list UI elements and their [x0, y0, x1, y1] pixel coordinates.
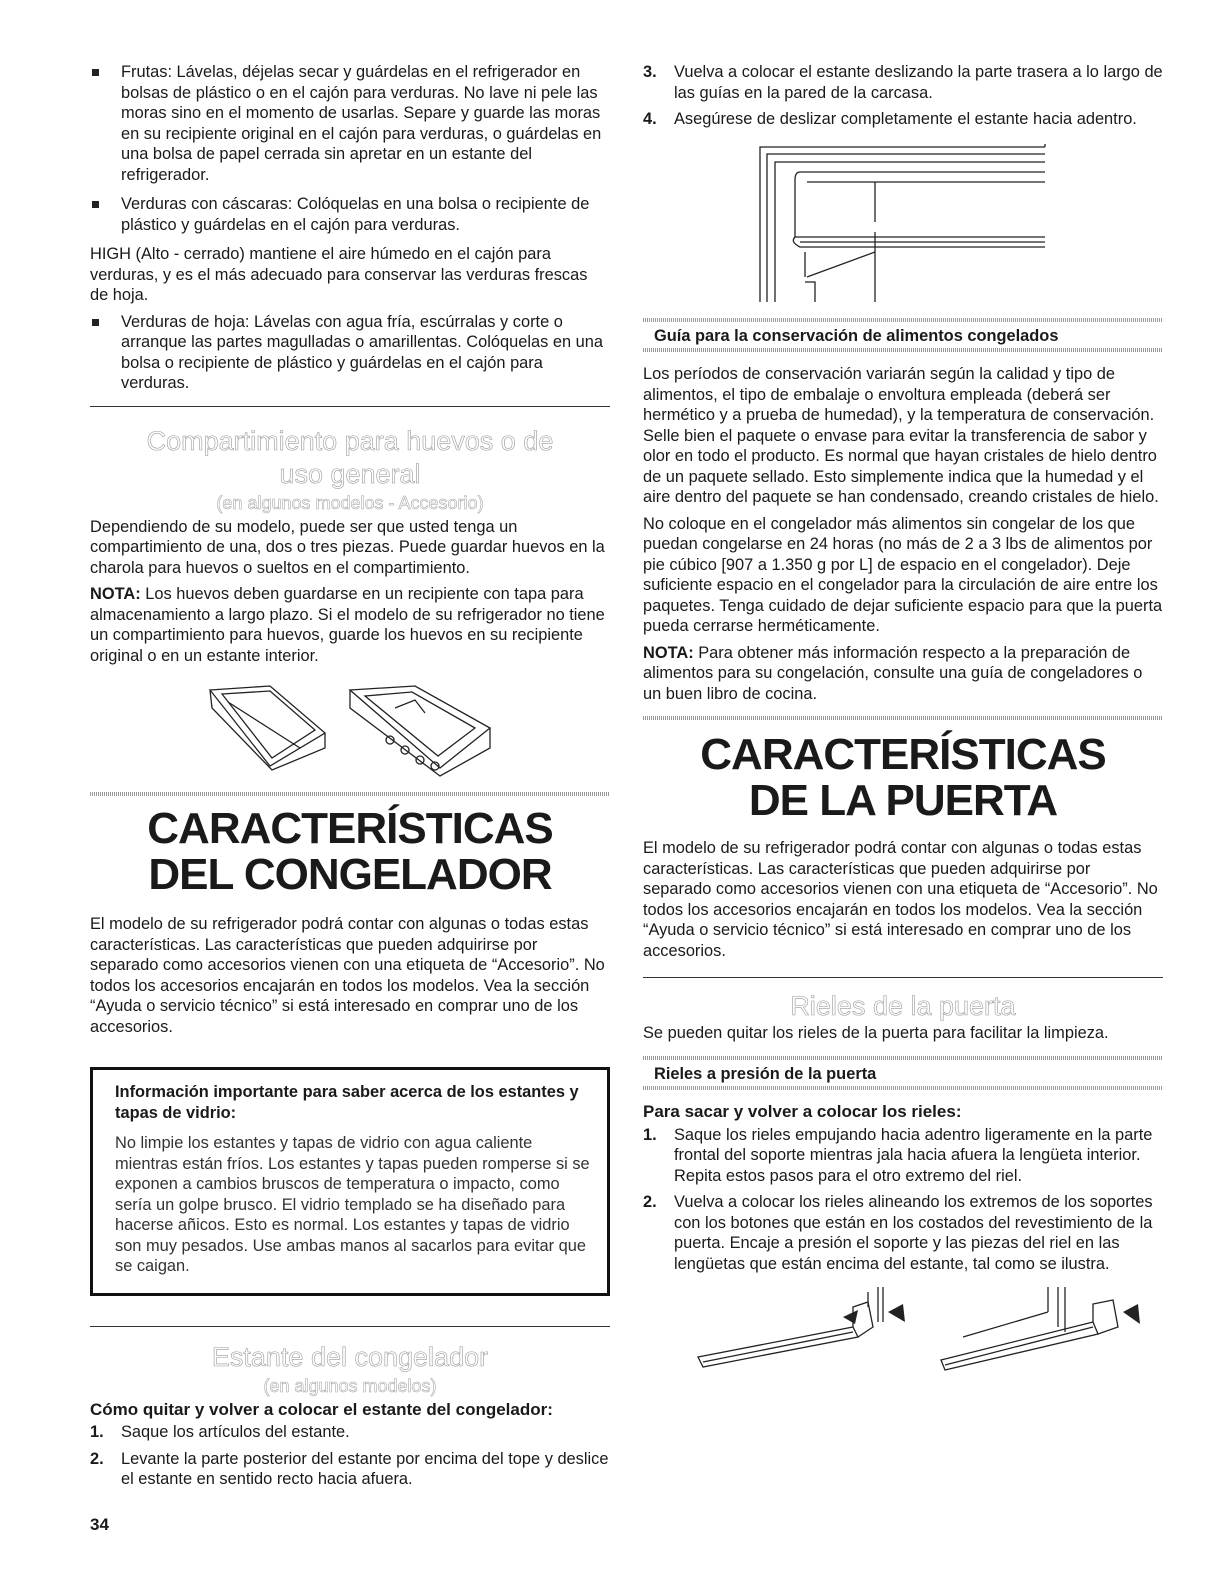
step-number: 3. — [643, 63, 657, 81]
shelf-step-2 — [90, 1449, 610, 1490]
notice-title: Información importante para saber acerca de los estantes y tapas de vidrio: — [115, 1083, 579, 1122]
shelf-step-1 — [90, 1422, 610, 1443]
section-divider — [90, 1326, 610, 1327]
freezer-shelf-title: Estante del congelador — [211, 1341, 489, 1372]
section-divider-hatched — [643, 716, 1163, 720]
frozen-note — [643, 643, 1163, 705]
freezer-shelf-howto: Cómo quitar y volver a colocar el estante del congelador: — [90, 1399, 553, 1419]
rail-step-2 — [643, 1192, 1163, 1274]
note-text: Para obtener más información respecto a la preparación de alimentos para su congelación, consulte una guía de congeladores o un buen libro de cocina. — [643, 643, 1143, 703]
left-column — [90, 62, 610, 1496]
step-text: Levante la parte posterior del estante por encima del tope y deslice el estante en sentido recto hacia afuera. — [121, 1449, 609, 1488]
shelf-step-3 — [643, 62, 1163, 103]
freezer-shelf-subtitle: (en algunos modelos) — [263, 1375, 437, 1396]
step-number: 4. — [643, 110, 657, 128]
page-number: 34 — [90, 1515, 109, 1534]
door-features-title-line2: DE LA PUERTA — [748, 776, 1058, 825]
door-paragraph: El modelo de su refrigerador podrá contar con algunas o todas estas características. Las características que pueden adquirirse por separado como accesorios vienen con una etiqueta de “Accesorio”. No todos los accesorios encajarán en todos los modelos. Vea la sección “Ayuda o servicio técnico” si está interesado en comprar uno de los accesorios. — [643, 839, 1158, 960]
door-rails-illustration — [693, 1282, 1163, 1372]
bullet-fruits: Frutas: Lávelas, déjelas secar y guárdelas en el refrigerador en bolsas de plástico o en el cajón para verduras. No lave ni pele las moras sino en el momento de usarlas. Separe y guarde las moras en su recipiente original en el cajón para verduras, o guárdelas en una bolsa de papel cerrada sin apretar en un estante del refrigerador. — [90, 62, 610, 185]
egg-container-illustration — [200, 678, 610, 778]
step-text: Vuelva a colocar el estante deslizando la parte trasera a lo largo de las guías en la pared de la carcasa. — [674, 63, 1163, 102]
note-text: Los huevos deben guardarse en un recipiente con tapa para almacenamiento a largo plazo. Si el modelo de su refrigerador no tiene un compartimiento para huevos, guarde los huevos en su recipiente original o en un estante interior. — [90, 585, 605, 665]
section-divider — [90, 406, 610, 407]
egg-section-title: Compartimiento para huevos o de uso general — [146, 425, 554, 489]
step-text: Saque los artículos del estante. — [121, 1423, 350, 1441]
rail-step-1 — [643, 1125, 1163, 1187]
egg-note — [90, 584, 610, 666]
door-features-heading — [643, 732, 1163, 824]
right-column — [643, 62, 1163, 1372]
step-text: Asegúrese de deslizar completamente el estante hacia adentro. — [674, 110, 1137, 128]
step-number: 2. — [90, 1449, 104, 1468]
freezer-features-title: CARACTERÍSTICAS DEL CONGELADOR — [147, 804, 553, 899]
door-rails-paragraph: Se pueden quitar los rieles de la puerta para facilitar la limpieza. — [643, 1024, 1109, 1042]
frozen-paragraph-2: No coloque en el congelador más alimentos sin congelar de los que puedan congelarse en 24 horas (no más de 2 a 3 lbs de alimentos por pie cúbico [907 a 1.350 g por L] de espacio en el congelador). Deje suficiente espacio en el congelador para la circulación de aire entre los paquetes. Tenga cuidado de dejar suficiente espacio para que la puerta pueda cerrarse herméticamente. — [643, 514, 1163, 635]
note-label: NOTA: — [643, 643, 694, 662]
frozen-paragraph-1: Los períodos de conservación variarán según la calidad y tipo de alimentos, el tipo de embalaje o envoltura empleada (deberá ser hermético y a prueba de humedad), y la temperatura de conservación. Selle bien el paquete o envase para evitar la transferencia de sabor y olor en todo el producto. Es normal que hayan cristales de hielo dentro de un paquete sellado. Esto simplemente indica que la humedad y el aire dentro del paquete se han condensado, creando cristales de hielo. — [643, 365, 1159, 506]
step-text: Saque los rieles empujando hacia adentro ligeramente en la parte frontal del soporte mientras jala hacia afuera la lengüeta interior. Repita estos pasos para el otro extremo del riel. — [674, 1125, 1153, 1185]
step-number: 2. — [643, 1193, 657, 1211]
notice-text: No limpie los estantes y tapas de vidrio con agua caliente mientras están fríos. Los estantes y tapas pueden romperse si se exponen a cambios bruscos de temperatura o impacto, como sería un golpe brusco. El vidrio templado se ha diseñado para hacerse añicos. Esto es normal. Los estantes y tapas de vidrio son muy pesados. Use ambas manos al sacarlos para evitar que se caigan. — [115, 1134, 590, 1275]
bullet-leafy-vegetables: Verduras de hoja: Lávelas con agua fría, escúrralas y corte o arranque las partes magulladas o amarillentas. Colóquelas en una bolsa o recipiente de plástico y guárdelas en el cajón para verduras. — [90, 312, 610, 394]
step-text: Vuelva a colocar los rieles alineando los extremos de los soportes con los botones que están en los costados del revestimiento de la puerta. Encaje a presión el soporte y las piezas del riel en las lengüetas que están encima del estante, tal como se ilustra. — [674, 1193, 1153, 1273]
freezer-shelf-heading — [90, 1341, 610, 1398]
freezer-shelf-drawing — [755, 142, 1055, 302]
shelf-step-4 — [643, 109, 1163, 130]
section-divider-hatched — [90, 792, 610, 796]
door-rails-title: Rieles de la puerta — [790, 991, 1016, 1021]
section-divider — [643, 977, 1163, 978]
door-rails-heading — [643, 990, 1163, 1023]
section-divider-hatched — [643, 348, 1163, 352]
section-divider-hatched — [643, 1086, 1163, 1090]
door-features-title-line1: CARACTERÍSTICAS — [700, 730, 1106, 779]
frozen-guide-title: Guía para la conservación de alimentos congelados — [654, 326, 1059, 345]
egg-trays-drawing — [200, 678, 500, 778]
egg-paragraph: Dependiendo de su modelo, puede ser que usted tenga un compartimiento de una, dos o tres piezas. Puede guardar huevos en la charola para huevos o sueltos en el compartimiento. — [90, 517, 605, 577]
freezer-shelf-illustration — [755, 142, 1163, 302]
glass-shelves-notice-box — [90, 1067, 610, 1296]
note-label: NOTA: — [90, 585, 141, 603]
high-paragraph: HIGH (Alto - cerrado) mantiene el aire húmedo en el cajón para verduras, y es el más adecuado para conservar las verduras frescas de hoja. — [90, 245, 588, 304]
snap-rails-howto: Para sacar y volver a colocar los rieles: — [643, 1102, 962, 1121]
egg-section-subtitle: (en algunos modelos - Accesorio) — [216, 492, 484, 513]
step-number: 1. — [643, 1125, 657, 1144]
bullet-peeled-vegetables: Verduras con cáscaras: Colóquelas en una bolsa o recipiente de plástico y guárdelas en el cajón para verduras. — [90, 194, 610, 235]
door-rails-drawing — [693, 1282, 1153, 1372]
freezer-paragraph: El modelo de su refrigerador podrá contar con algunas o todas estas características. Las características que pueden adquirirse por separado como accesorios vienen con una etiqueta de “Accesorio”. No todos los accesorios encajarán en todos los modelos. Vea la sección “Ayuda o servicio técnico” si está interesado en comprar uno de los accesorios. — [90, 915, 605, 1036]
egg-section-heading — [90, 425, 610, 515]
step-number: 1. — [90, 1423, 104, 1441]
freezer-features-heading — [90, 806, 610, 898]
snap-rails-title: Rieles a presión de la puerta — [654, 1064, 877, 1083]
